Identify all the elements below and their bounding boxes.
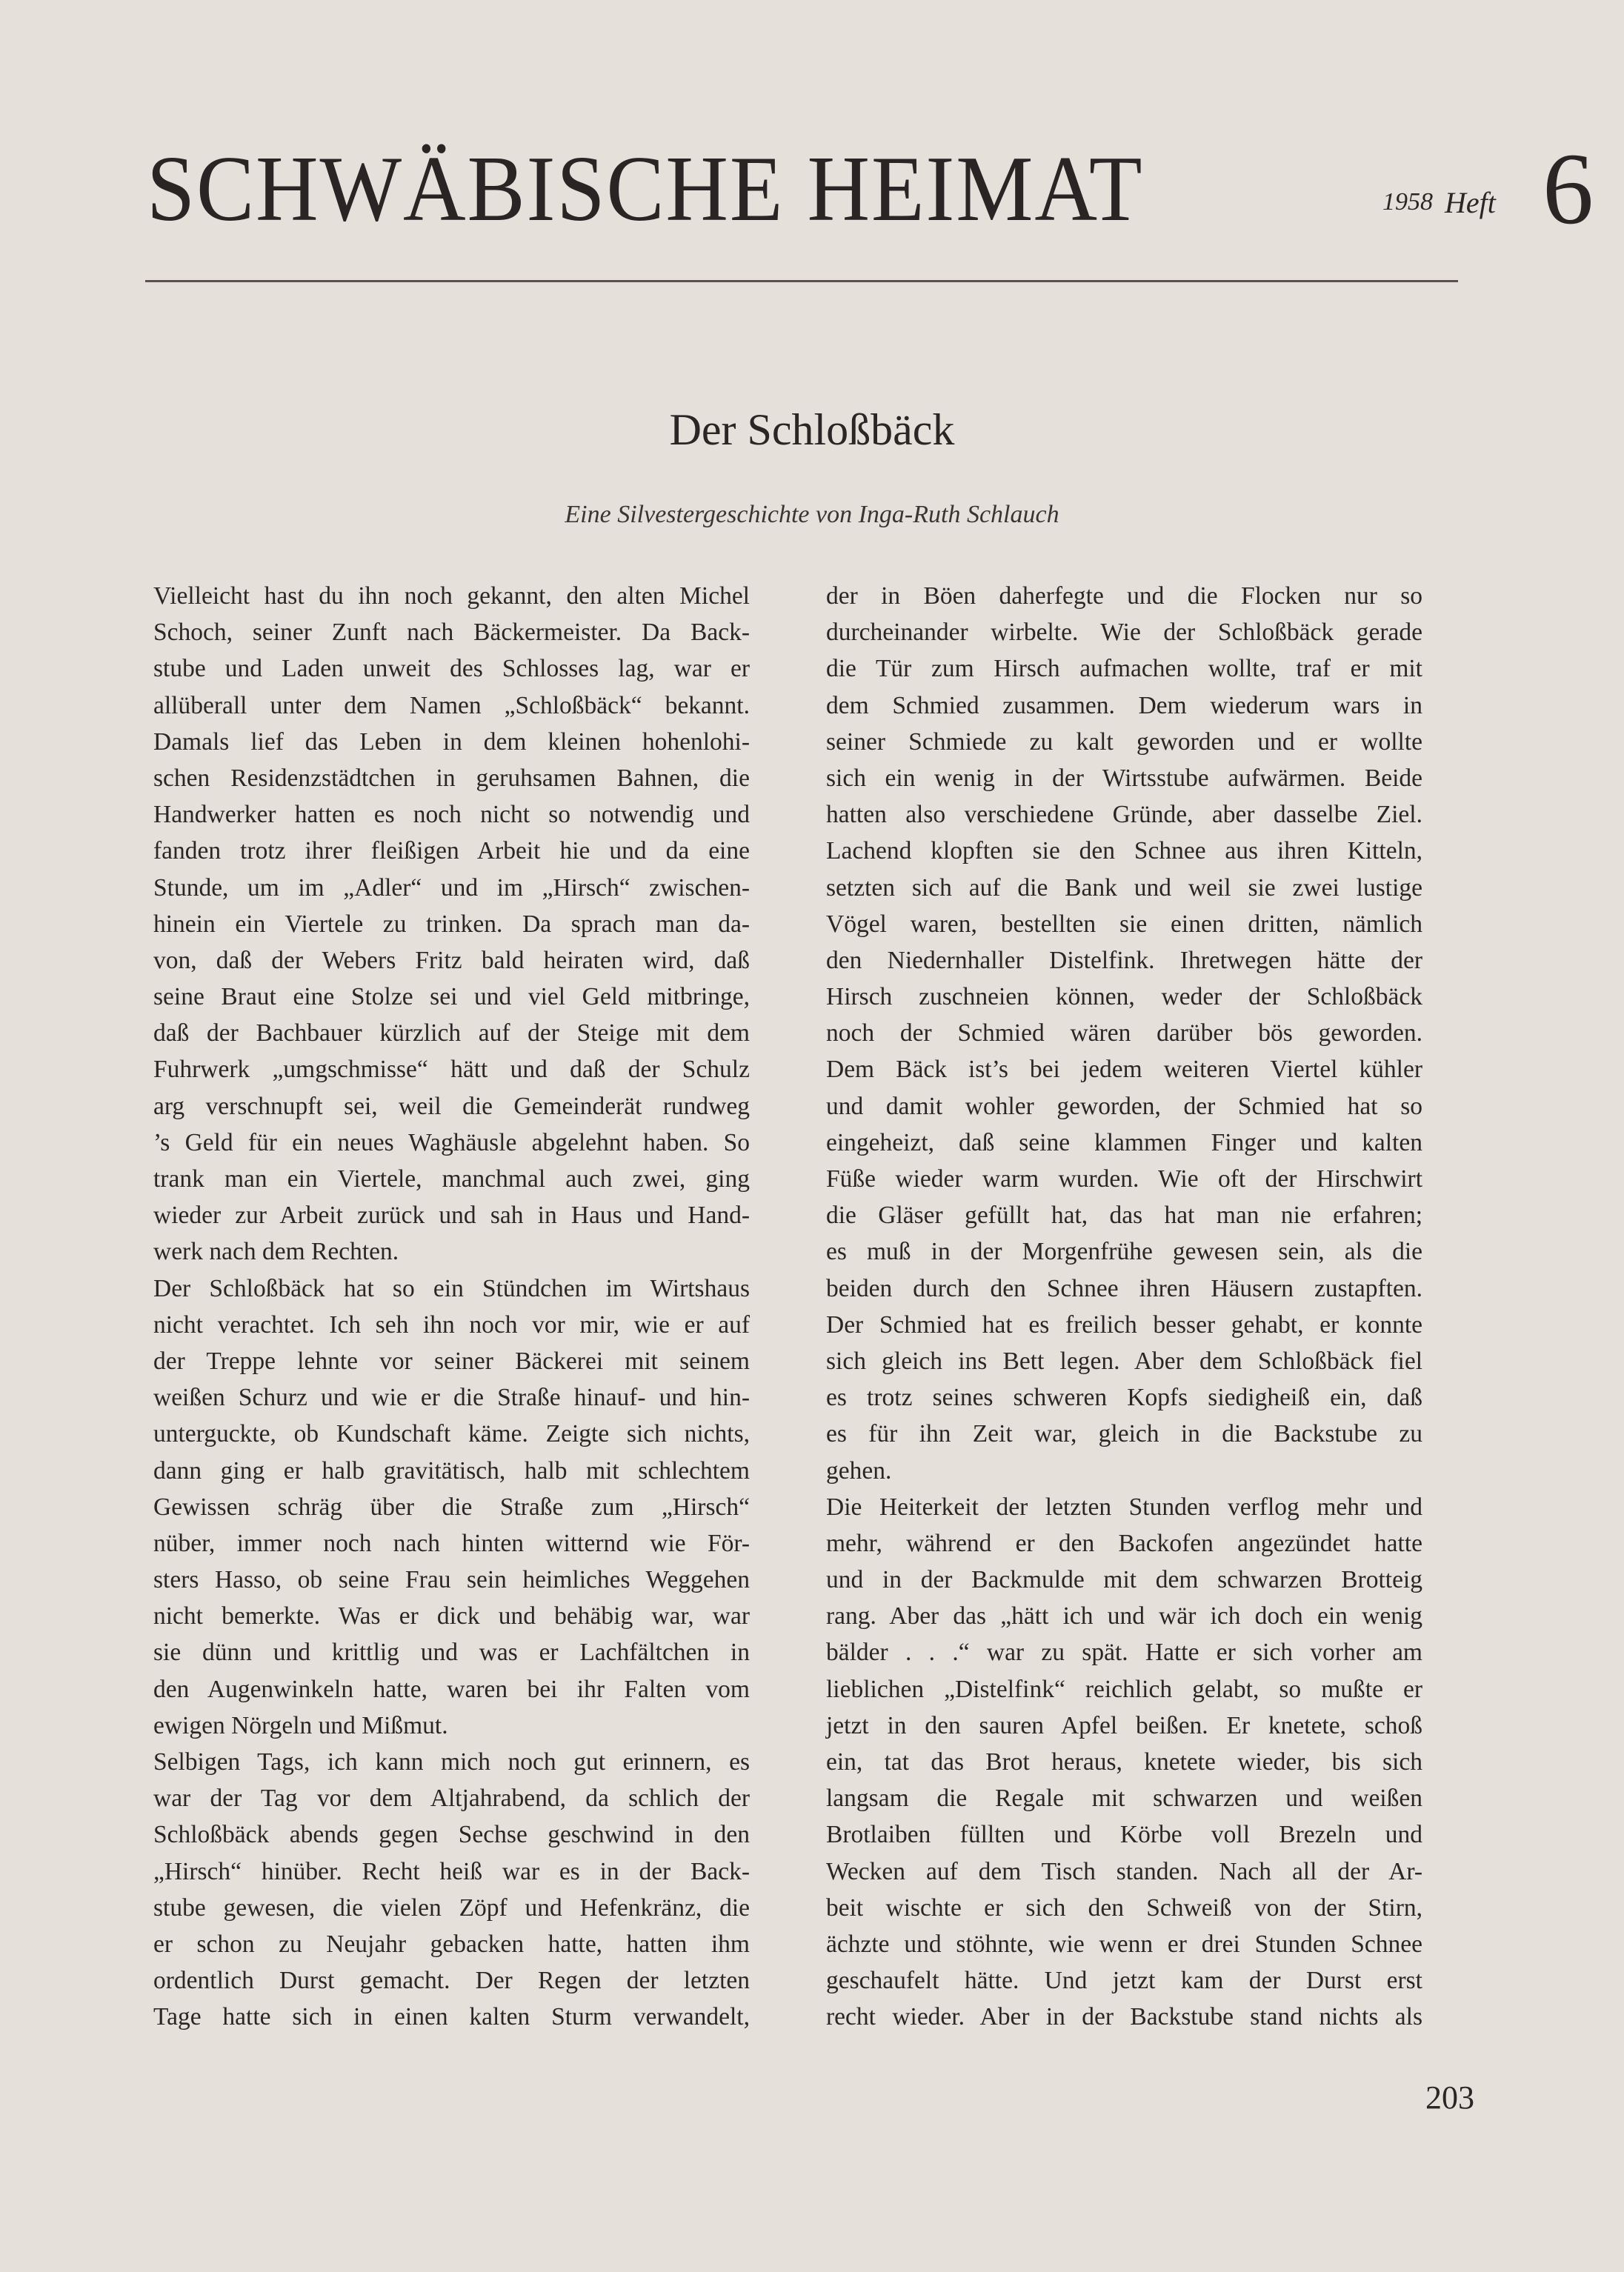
journal-title: SCHWÄBISCHE HEIMAT — [147, 138, 1144, 241]
text-line: Tage hatte sich in einen kalten Sturm verwandelt, — [153, 2003, 750, 2031]
text-line: ächzte und stöhnte, wie wenn er drei Stunden Schnee — [826, 1930, 1422, 1958]
text-line: Damals lief das Leben in dem kleinen hohenlohi- — [153, 727, 750, 756]
text-line: noch der Schmied wären darüber bös geworden. — [826, 1019, 1422, 1047]
text-line: Fuhrwerk „umgschmisse“ hätt und daß der Schulz — [153, 1056, 750, 1084]
text-line: mehr, während er den Backofen angezündet hatte — [826, 1529, 1422, 1557]
text-line: stube gewesen, die vielen Zöpf und Hefenkränz, die — [153, 1893, 750, 1922]
text-line: gehen. — [826, 1456, 892, 1485]
text-line: beit wischte er sich den Schweiß von der Stirn, — [826, 1893, 1422, 1922]
text-line: Der Schmied hat es freilich besser gehabt, er konnte — [826, 1310, 1422, 1339]
text-line: daß der Bachbauer kürzlich auf der Steige mit dem — [153, 1019, 750, 1047]
text-line: die Gläser gefüllt hat, das hat man nie erfahren; — [826, 1202, 1422, 1230]
text-line: jetzt in den sauren Apfel beißen. Er knetete, schoß — [826, 1711, 1422, 1739]
text-line: Vielleicht hast du ihn noch gekannt, den alten Michel — [153, 582, 750, 610]
text-line: Lachend klopften sie den Schnee aus ihren Kitteln, — [826, 837, 1422, 865]
text-line: Stunde, um im „Adler“ und im „Hirsch“ zwischen- — [153, 873, 750, 902]
text-line: sich ein wenig in der Wirtsstube aufwärmen. Beide — [826, 764, 1422, 792]
text-line: war der Tag vor dem Altjahrabend, da schlich der — [153, 1785, 750, 1813]
page-number: 203 — [1425, 2079, 1474, 2116]
text-line: lieblichen „Distelfink“ reichlich gelabt, so mußte er — [826, 1675, 1422, 1703]
text-line: Brotlaiben füllten und Körbe voll Brezeln und — [826, 1821, 1422, 1849]
journal-issue-number: 6 — [1543, 132, 1594, 245]
masthead-block — [147, 132, 1594, 245]
text-line: dann ging er halb gravitätisch, halb mit schlechtem — [153, 1456, 750, 1485]
text-line: den Augenwinkeln hatte, waren bei ihr Falten vom — [153, 1675, 750, 1703]
text-line: der in Böen daherfegte und die Flocken nur so — [826, 582, 1422, 610]
text-line: nüber, immer noch nach hinten witternd wie För- — [153, 1529, 750, 1557]
text-column-left — [153, 578, 750, 2036]
text-line: von, daß der Webers Fritz bald heiraten wird, daß — [153, 946, 750, 974]
text-line: fanden trotz ihrer fleißigen Arbeit hie und da eine — [153, 837, 750, 865]
text-line: ewigen Nörgeln und Mißmut. — [153, 1711, 448, 1739]
text-line: seiner Schmiede zu kalt geworden und er wollte — [826, 727, 1422, 756]
article-title: Der Schloßbäck — [669, 405, 955, 454]
text-line: Füße wieder warm wurden. Wie oft der Hirschwirt — [826, 1165, 1422, 1193]
text-line: Die Heiterkeit der letzten Stunden verflog mehr und — [826, 1493, 1422, 1521]
text-line: durcheinander wirbelte. Wie der Schloßbäck gerade — [826, 619, 1422, 647]
article-subtitle: Eine Silvestergeschichte von Inga-Ruth Schlauch — [565, 501, 1059, 528]
text-line: „Hirsch“ hinüber. Recht heiß war es in der Back- — [153, 1857, 750, 1885]
text-line: weißen Schurz und wie er die Straße hinauf- und hin- — [153, 1384, 750, 1412]
text-line: geschaufelt hätte. Und jetzt kam der Durst erst — [826, 1967, 1422, 1995]
text-line: die Tür zum Hirsch aufmachen wollte, traf er mit — [826, 655, 1422, 683]
text-line: ein, tat das Brot heraus, knetete wieder, bis sich — [826, 1748, 1422, 1776]
text-line: unterguckte, ob Kundschaft käme. Zeigte sich nichts, — [153, 1420, 750, 1448]
text-line: dem Schmied zusammen. Dem wiederum wars in — [826, 691, 1422, 719]
text-line: hinein ein Viertele zu trinken. Da sprach man da- — [153, 910, 750, 938]
text-line: es trotz seines schweren Kopfs siedigheiß ein, daß — [826, 1384, 1422, 1412]
text-line: schen Residenzstädtchen in geruhsamen Bahnen, die — [153, 764, 750, 792]
text-line: nicht bemerkte. Was er dick und behäbig war, war — [153, 1602, 750, 1630]
text-line: Gewissen schräg über die Straße zum „Hirsch“ — [153, 1493, 750, 1521]
masthead-rule — [145, 280, 1458, 282]
text-line: werk nach dem Rechten. — [153, 1238, 399, 1266]
text-line: Handwerker hatten es noch nicht so notwendig und — [153, 801, 750, 829]
text-line: der Treppe lehnte vor seiner Bäckerei mit seinem — [153, 1347, 750, 1375]
text-line: den Niedernhaller Distelfink. Ihretwegen hätte der — [826, 946, 1422, 974]
text-line: es für ihn Zeit war, gleich in die Backstube zu — [826, 1420, 1422, 1448]
text-line: hatten also verschiedene Gründe, aber dasselbe Ziel. — [826, 801, 1422, 829]
text-line: rang. Aber das „hätt ich und wär ich doch ein wenig — [826, 1602, 1422, 1630]
text-line: Der Schloßbäck hat so ein Stündchen im Wirtshaus — [153, 1274, 750, 1302]
text-line: recht wieder. Aber in der Backstube stand nichts als — [826, 2003, 1422, 2031]
text-line: stube und Laden unweit des Schlosses lag, war er — [153, 655, 750, 683]
text-line: Selbigen Tags, ich kann mich noch gut erinnern, es — [153, 1748, 750, 1776]
text-line: und in der Backmulde mit dem schwarzen Brotteig — [826, 1566, 1422, 1594]
text-line: seine Braut eine Stolze sei und viel Geld mitbringe, — [153, 983, 750, 1011]
text-line: Dem Bäck ist’s bei jedem weiteren Viertel kühler — [826, 1056, 1422, 1084]
text-line: wieder zur Arbeit zurück und sah in Haus und Hand- — [153, 1202, 750, 1230]
text-line: sich gleich ins Bett legen. Aber dem Schloßbäck fiel — [826, 1347, 1422, 1375]
text-line: Hirsch zuschneien können, weder der Schloßbäck — [826, 983, 1422, 1011]
text-line: sie dünn und krittlig und was er Lachfältchen in — [153, 1639, 750, 1667]
text-line: allüberall unter dem Namen „Schloßbäck“ bekannt. — [153, 691, 750, 719]
text-line: trank man ein Viertele, manchmal auch zwei, ging — [153, 1165, 750, 1193]
journal-year: 1958 — [1382, 188, 1433, 216]
journal-heft-label: Heft — [1445, 186, 1496, 219]
text-line: ordentlich Durst gemacht. Der Regen der letzten — [153, 1967, 750, 1995]
text-line: setzten sich auf die Bank und weil sie zwei lustige — [826, 873, 1422, 902]
text-line: langsam die Regale mit schwarzen und weißen — [826, 1785, 1422, 1813]
text-line: Schloßbäck abends gegen Sechse geschwind in den — [153, 1821, 750, 1849]
text-line: Schoch, seiner Zunft nach Bäckermeister. Da Back- — [153, 619, 750, 647]
text-line: es muß in der Morgenfrühe gewesen sein, als die — [826, 1238, 1422, 1266]
text-line: bälder . . .“ war zu spät. Hatte er sich vorher am — [826, 1639, 1422, 1667]
text-line: sters Hasso, ob seine Frau sein heimliches Weggehen — [153, 1566, 750, 1594]
text-line: er schon zu Neujahr gebacken hatte, hatten ihm — [153, 1930, 750, 1958]
text-line: eingeheizt, daß seine klammen Finger und kalten — [826, 1128, 1422, 1156]
text-line: und damit wohler geworden, der Schmied hat so — [826, 1092, 1422, 1120]
text-line: nicht verachtet. Ich seh ihn noch vor mir, wie er auf — [153, 1310, 750, 1339]
text-line: Wecken auf dem Tisch standen. Nach all der Ar- — [826, 1857, 1422, 1885]
text-column-right — [826, 578, 1422, 2036]
text-line: ’s Geld für ein neues Waghäusle abgelehnt haben. So — [153, 1128, 750, 1156]
text-line: beiden durch den Schnee ihren Häusern zustapften. — [826, 1274, 1422, 1302]
text-line: Vögel waren, bestellten sie einen dritten, nämlich — [826, 910, 1422, 938]
text-line: arg verschnupft sei, weil die Gemeinderät rundweg — [153, 1092, 750, 1120]
